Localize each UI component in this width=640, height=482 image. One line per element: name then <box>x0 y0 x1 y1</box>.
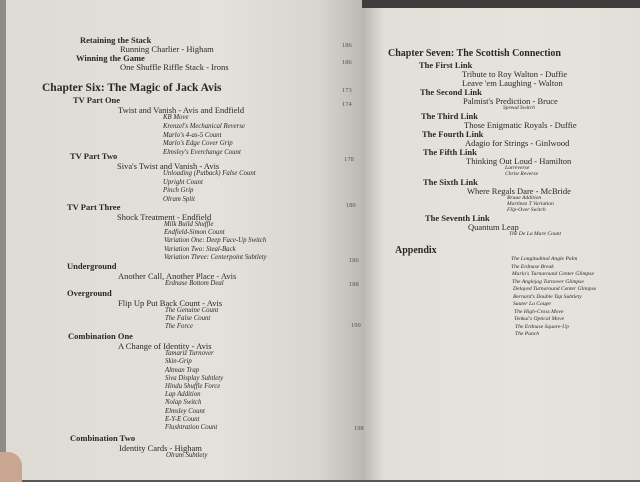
sub-item: Martinez T Variation <box>507 201 554 207</box>
section-heading: The Fourth Link <box>422 129 484 139</box>
appendix-item: Marlo's Turnaround Center Glimpse <box>512 271 594 277</box>
section-heading: The Second Link <box>420 87 482 97</box>
appendix-item: The Longitudinal Angle Palm <box>511 256 578 262</box>
appendix-item: Tenkai's Optical Move <box>514 316 565 322</box>
section-heading: The Sixth Link <box>423 177 478 187</box>
section-heading: Combination Two <box>70 433 136 443</box>
sub-item: Upright Count <box>163 179 203 186</box>
sub-item: Hindu Shuffle Force <box>165 383 221 390</box>
trick-title: Another Call, Another Place - Avis <box>118 271 237 281</box>
page-number: 198 <box>354 425 364 432</box>
chapter-title: Chapter Six: The Magic of Jack Avis <box>42 82 222 94</box>
page-number: 186 <box>342 59 352 66</box>
trick-title: Palmist's Prediction - Bruce <box>463 96 558 106</box>
sub-item: Spread Switch <box>503 105 535 111</box>
trick-title: Adagio for Strings - Ginlwood <box>465 138 570 148</box>
sub-item: Skin-Grip <box>165 358 192 365</box>
section-heading: Retaining the Stack <box>80 35 152 45</box>
page-number: 190 <box>351 322 361 329</box>
trick-title: Running Charlier - Higham <box>120 44 214 54</box>
sub-item: Marlo's Edge Cover Grip <box>163 140 233 147</box>
sub-item: Altman Trap <box>165 367 200 374</box>
sub-item: E-Y-E Count <box>165 416 200 423</box>
sub-item: Flushtration Count <box>165 424 218 431</box>
appendix-item: Delayed Turnaround Center Glimpse <box>513 286 597 292</box>
appendix-title: Appendix <box>395 245 437 256</box>
appendix-item: The Anglejog Turnover Glimpse <box>512 279 584 285</box>
sub-item: Variation One: Deep Face-Up Switch <box>164 237 267 244</box>
appendix-item: Bernard's Double Tap Subtlety <box>513 294 582 300</box>
trick-title: Those Enigmatic Royals - Duffie <box>464 120 577 130</box>
appendix-item: Sauter La Coupe <box>513 301 551 307</box>
sub-item: Lap Addition <box>165 391 201 398</box>
sub-item: Flip-Over Switch <box>507 207 546 213</box>
appendix-item: The Erdnase Break <box>511 264 554 270</box>
page-number: 173 <box>342 87 352 94</box>
sub-item: Elmsley Count <box>165 408 205 415</box>
sub-item: Olram Split <box>163 196 195 203</box>
trick-title: Quantum Leap <box>468 222 519 232</box>
sub-item: The De La Mare Count <box>509 231 561 237</box>
sub-item: Erdnase Bottom Deal <box>165 280 224 287</box>
appendix-item: The Punch <box>515 331 540 337</box>
thumb <box>0 452 22 482</box>
sub-item: The False Count <box>165 315 211 322</box>
page-number: 188 <box>349 281 359 288</box>
sub-item: Milk Build Shuffle <box>164 221 214 228</box>
trick-title: Identity Cards - Higham <box>119 443 202 453</box>
sub-item: Nolap Switch <box>165 399 202 406</box>
page-number: 186 <box>349 257 359 264</box>
section-heading: Underground <box>67 261 117 271</box>
sub-item: Variation Two: Steal-Back <box>164 246 236 253</box>
trick-title: One Shuffle Riffle Stack - Irons <box>120 62 229 72</box>
sub-item: The Force <box>165 323 193 330</box>
sub-item: Marlo's 4-as-5 Count <box>163 132 222 139</box>
sub-item: Olram Subtlety <box>166 452 208 459</box>
sub-item: Siva Display Subtlety <box>165 375 224 382</box>
page-number: 178 <box>344 156 354 163</box>
trick-title: Shock Treatment - Endfield <box>117 212 212 222</box>
appendix-item: The High-Cross Move <box>514 309 564 315</box>
section-heading: The Third Link <box>421 111 479 121</box>
sub-item: Larreverse <box>505 165 530 171</box>
section-heading: The First Link <box>419 60 473 70</box>
section-heading: The Seventh Link <box>425 213 490 223</box>
section-heading: TV Part Three <box>67 202 121 212</box>
sub-item: Variation Three: Centerpoint Subtlety <box>164 254 267 261</box>
sub-item: Elmsley's Everchange Count <box>163 149 241 156</box>
sub-item: Endfield-Simon Count <box>164 229 225 236</box>
page-number: 180 <box>346 202 356 209</box>
trick-title: Twist and Vanish - Avis and Endfield <box>118 105 245 115</box>
trick-title: Siva's Twist and Vanish - Avis <box>117 161 220 171</box>
sub-item: The Genuine Count <box>165 307 219 314</box>
trick-title: Leave 'em Laughing - Walton <box>462 78 563 88</box>
sub-item: Braue Addition <box>507 195 542 201</box>
sub-item: Christ Reverse <box>505 171 539 177</box>
trick-title: A Change of Identity - Avis <box>118 341 212 351</box>
section-heading: TV Part Two <box>70 151 118 161</box>
section-heading: Overground <box>67 288 112 298</box>
sub-item: KB Move <box>163 114 189 121</box>
page-number: 186 <box>342 42 352 49</box>
sub-item: Pinch Grip <box>163 187 194 194</box>
appendix-item: The Erdnase Square-Up <box>515 324 569 330</box>
section-heading: TV Part One <box>73 95 121 105</box>
trick-title: Tribute to Roy Walton - Duffie <box>462 69 568 79</box>
trick-title: Where Regals Dare - McBride <box>467 186 571 196</box>
page-number: 174 <box>342 101 352 108</box>
trick-title: Flip Up Put Back Count - Avis <box>118 298 223 308</box>
section-heading: Combination One <box>68 331 133 341</box>
section-heading: Winning the Game <box>76 53 145 63</box>
trick-title: Thinking Out Loud - Hamilton <box>466 156 572 166</box>
section-heading: The Fifth Link <box>423 147 477 157</box>
sub-item: Tamariz Turnover <box>165 350 214 357</box>
chapter-title: Chapter Seven: The Scottish Connection <box>388 48 561 59</box>
sub-item: Unloading (Putback) False Count <box>163 170 256 177</box>
sub-item: Krenzel's Mechanical Reverse <box>163 123 245 130</box>
